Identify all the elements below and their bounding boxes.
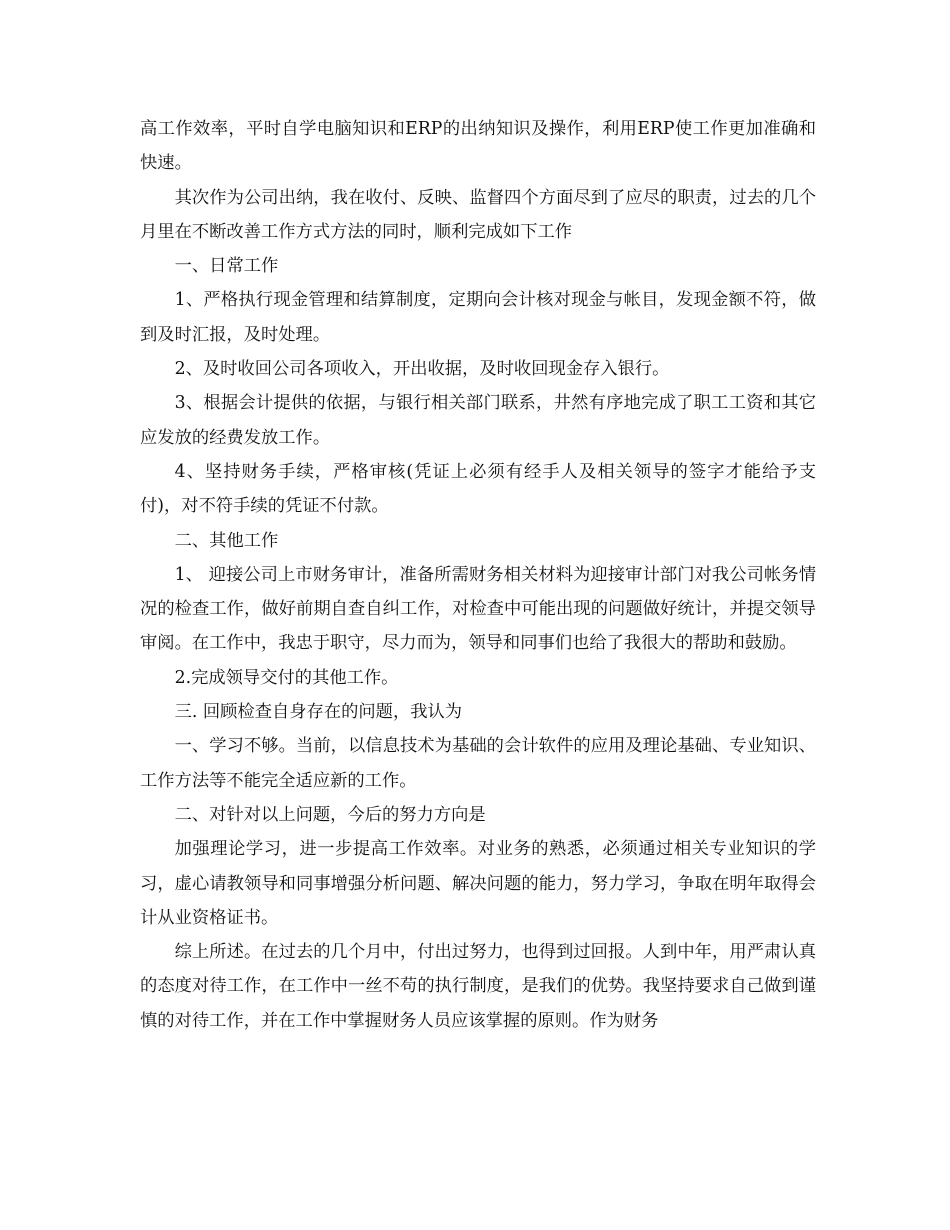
section-heading-daily-work: 一、日常工作	[174, 256, 279, 277]
document-body	[140, 112, 816, 1038]
paragraph-daily-4: 4、坚持财务手续，严格审核(凭证上必须有经手人及相关领导的签字才能给予支付)，对不符手续的凭证不付款。	[140, 461, 816, 517]
paragraph-daily-1: 1、严格执行现金管理和结算制度，定期向会计核对现金与帐目，发现金额不符，做到及时汇报，及时处理。	[140, 290, 816, 345]
paragraph-review-1: 一、学习不够。当前，以信息技术为基础的会计软件的应用及理论基础、专业知识、工作方法等不能完全适应新的工作。	[140, 736, 816, 791]
paragraph-improvement: 加强理论学习，进一步提高工作效率。对业务的熟悉，必须通过相关专业知识的学习，虚心请教领导和同事增强分析问题、解决问题的能力，努力学习，争取在明年取得会计从业资格证书。	[140, 839, 816, 928]
paragraph-1: 高工作效率，平时自学电脑知识和ERP的出纳知识及操作，利用ERP使工作更加准确和快速。	[140, 119, 816, 174]
paragraph-2: 其次作为公司出纳，我在收付、反映、监督四个方面尽到了应尽的职责，过去的几个月里在不断改善工作方式方法的同时，顺利完成如下工作	[140, 187, 816, 242]
paragraph-review-2: 二、对针对以上问题，今后的努力方向是	[174, 804, 486, 825]
paragraph-daily-3: 3、根据会计提供的依据，与银行相关部门联系，井然有序地完成了职工工资和其它应发放的经费发放工作。	[140, 393, 816, 448]
paragraph-other-1: 1、 迎接公司上市财务审计，准备所需财务相关材料为迎接审计部门对我公司帐务情况的检查工作，做好前期自查自纠工作，对检查中可能出现的问题做好统计，并提交领导审阅。在工作中，我忠于职守，尽力而为，领导和同事们也给了我很大的帮助和鼓励。	[140, 564, 816, 654]
section-heading-review: 三. 回顾检查自身存在的问题，我认为	[174, 702, 463, 723]
paragraph-daily-2: 2、及时收回公司各项收入，开出收据，及时收回现金存入银行。	[174, 359, 670, 380]
section-heading-other-work: 二、其他工作	[174, 530, 279, 551]
paragraph-other-2: 2.完成领导交付的其他工作。	[174, 667, 399, 688]
paragraph-summary: 综上所述。在过去的几个月中，付出过努力，也得到过回报。人到中年，用严肃认真的态度对待工作，在工作中一丝不苟的执行制度，是我们的优势。我坚持要求自己做到谨慎的对待工作，并在工作中掌握财务人员应该掌握的原则。作为财务	[140, 942, 816, 1031]
